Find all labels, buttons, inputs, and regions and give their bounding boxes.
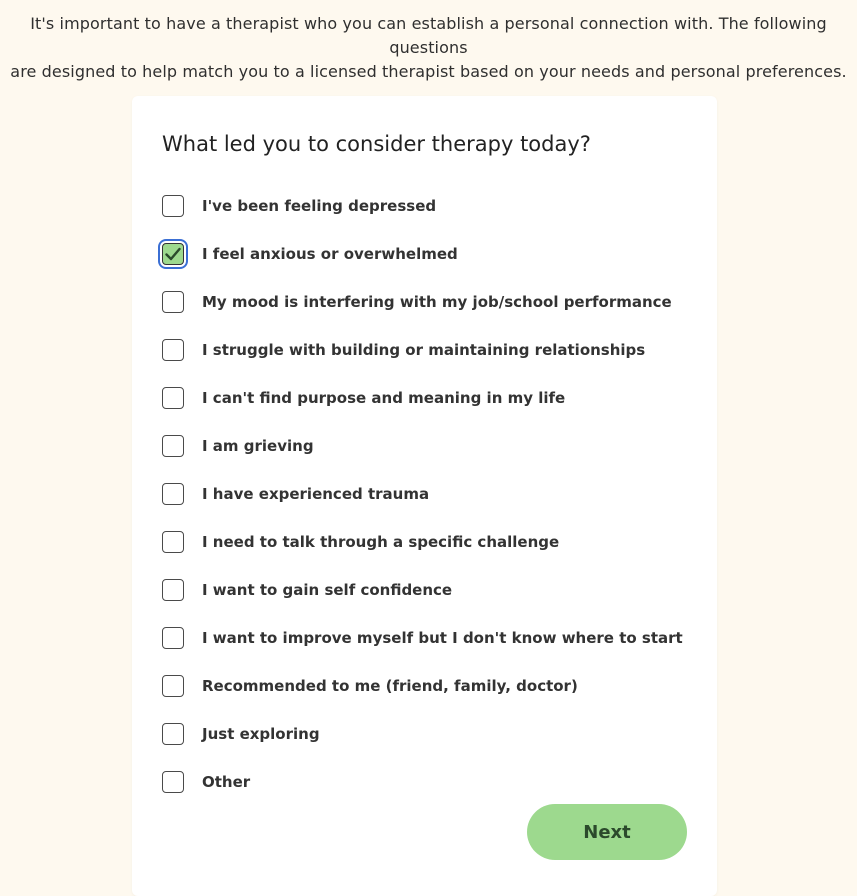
option-item[interactable] bbox=[162, 758, 683, 806]
option-label: My mood is interfering with my job/school performance bbox=[202, 293, 672, 311]
option-item[interactable] bbox=[162, 662, 683, 710]
option-label: I need to talk through a specific challenge bbox=[202, 533, 560, 551]
checkbox[interactable] bbox=[162, 531, 184, 553]
option-label: I want to gain self confidence bbox=[202, 581, 453, 599]
checkbox[interactable] bbox=[162, 195, 184, 217]
option-item[interactable] bbox=[162, 566, 683, 614]
checkbox[interactable] bbox=[162, 723, 184, 745]
option-label: Recommended to me (friend, family, doctor) bbox=[202, 677, 578, 695]
check-icon bbox=[165, 247, 181, 261]
intro-line-1: It's important to have a therapist who you can establish a personal connection with. The following questions bbox=[30, 14, 827, 57]
option-label: I struggle with building or maintaining relationships bbox=[202, 341, 646, 359]
option-item[interactable] bbox=[162, 182, 683, 230]
checkbox[interactable] bbox=[162, 579, 184, 601]
option-label: Just exploring bbox=[202, 725, 320, 743]
options-list bbox=[162, 182, 683, 806]
checkbox[interactable] bbox=[162, 675, 184, 697]
option-item[interactable] bbox=[162, 278, 683, 326]
checkbox[interactable] bbox=[162, 483, 184, 505]
checkbox[interactable] bbox=[162, 339, 184, 361]
checkbox[interactable] bbox=[162, 243, 184, 265]
option-item[interactable] bbox=[162, 470, 683, 518]
option-item[interactable] bbox=[162, 326, 683, 374]
option-item[interactable] bbox=[162, 374, 683, 422]
option-item[interactable] bbox=[162, 422, 683, 470]
checkbox[interactable] bbox=[162, 291, 184, 313]
checkbox[interactable] bbox=[162, 387, 184, 409]
option-item[interactable] bbox=[162, 230, 683, 278]
option-label: I've been feeling depressed bbox=[202, 197, 437, 215]
intro-text bbox=[0, 12, 857, 84]
option-label: I can't find purpose and meaning in my life bbox=[202, 389, 566, 407]
checkbox[interactable] bbox=[162, 771, 184, 793]
next-button[interactable]: Next bbox=[527, 804, 687, 860]
option-label: Other bbox=[202, 773, 251, 791]
option-item[interactable] bbox=[162, 710, 683, 758]
checkbox[interactable] bbox=[162, 627, 184, 649]
option-item[interactable] bbox=[162, 518, 683, 566]
option-label: I want to improve myself but I don't know where to start bbox=[202, 629, 683, 647]
option-label: I am grieving bbox=[202, 437, 314, 455]
option-label: I feel anxious or overwhelmed bbox=[202, 245, 458, 263]
intro-line-2: are designed to help match you to a licensed therapist based on your needs and personal preferences. bbox=[10, 62, 847, 81]
checkbox[interactable] bbox=[162, 435, 184, 457]
option-label: I have experienced trauma bbox=[202, 485, 430, 503]
option-item[interactable] bbox=[162, 614, 683, 662]
question-title: What led you to consider therapy today? bbox=[162, 132, 591, 156]
question-card bbox=[132, 96, 717, 896]
